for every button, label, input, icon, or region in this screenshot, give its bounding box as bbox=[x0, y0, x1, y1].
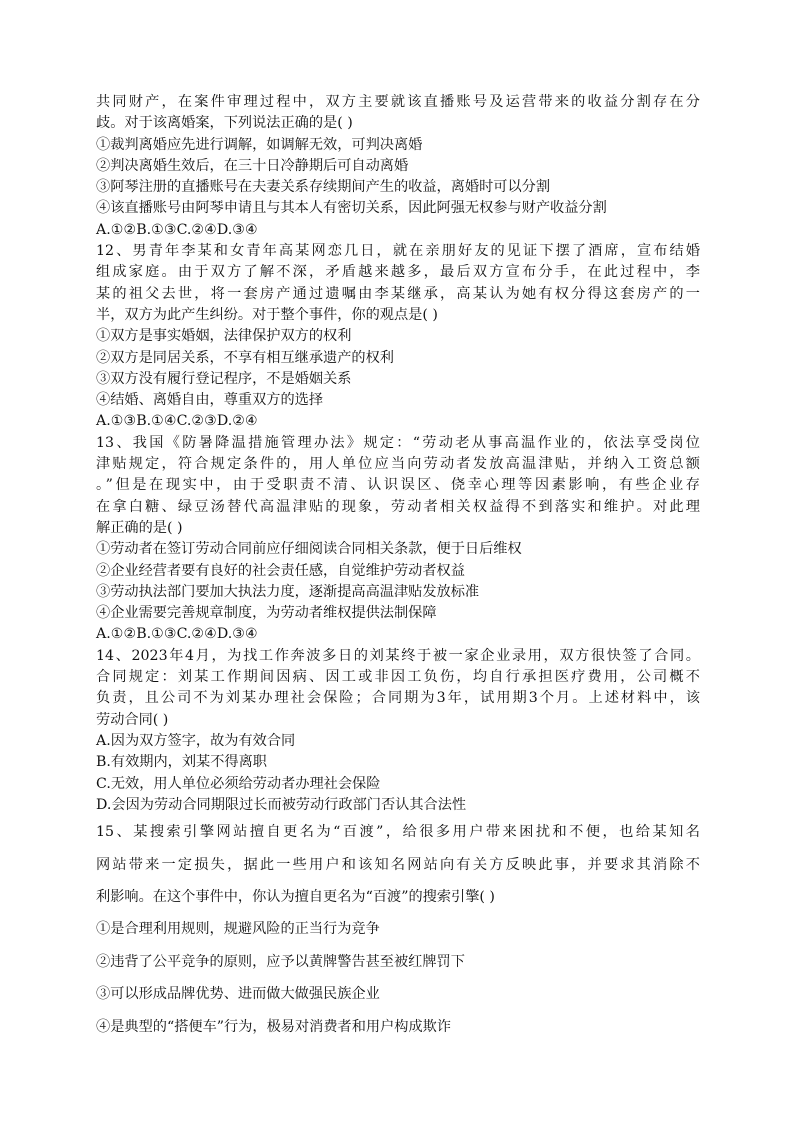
question-stem-line: 在拿白糖、绿豆汤替代高温津贴的现象，劳动者相关权益得不到落实和维护。对此理 bbox=[96, 498, 700, 515]
option-item: ②企业经营者要有良好的社会责任感，自觉维护劳动者权益 bbox=[96, 562, 465, 579]
option-item: ②双方是同居关系，不享有相互继承遗产的权利 bbox=[96, 349, 394, 366]
option-item: ③双方没有履行登记程序，不是婚姻关系 bbox=[96, 370, 352, 387]
question-stem-line: 半，双方为此产生纠纷。对于整个事件，你的观点是( ) bbox=[96, 306, 438, 323]
question-stem-line: 共同财产，在案件审理过程中，双方主要就该直播账号及运营带来的收益分割存在分 bbox=[96, 94, 700, 110]
option-item: ④该直播账号由阿琴申请且与其本人有密切关系，因此阿强无权参与财产收益分割 bbox=[96, 200, 607, 217]
option-item: ①裁判离婚应先进行调解，如调解无效，可判决离婚 bbox=[96, 136, 423, 153]
exam-page bbox=[96, 92, 700, 1043]
question-stem-line: 劳动合同( ) bbox=[96, 711, 169, 728]
option-item: ③劳动执法部门要加大执法力度，逐渐提高高温津贴发放标准 bbox=[96, 583, 480, 600]
question-stem-line: 组成家庭。由于双方了解不深，矛盾越来越多，最后双方宣布分手，在此过程中，李 bbox=[96, 264, 700, 281]
answer-choices: A.①②B.①③C.②④D.③④ bbox=[96, 221, 258, 238]
question-11 bbox=[96, 92, 700, 241]
option-item: C.无效，用人单位必须给劳动者办理社会保险 bbox=[96, 775, 381, 792]
option-item: ④企业需要完善规章制度，为劳动者维权提供法制保障 bbox=[96, 605, 437, 622]
question-stem-line: 。”但是在现实中，由于受职责不清、认识误区、侥幸心理等因素影响，有些企业存 bbox=[96, 477, 700, 494]
option-item: ③阿琴注册的直播账号在夫妻关系存续期间产生的收益，离婚时可以分割 bbox=[96, 179, 551, 196]
question-13 bbox=[96, 433, 700, 646]
question-stem-line: 合同规定：刘某工作期间因病、因工或非因工负伤，均自行承担医疗费用，公司概不 bbox=[96, 669, 700, 686]
answer-choices: A.①③B.①④C.②③D.②④ bbox=[96, 413, 258, 430]
question-stem-line: 解正确的是( ) bbox=[96, 519, 183, 536]
question-stem-line: 网站带来一定损失，据此一些用户和该知名网站向有关方反映此事，并要求其消除不 bbox=[96, 856, 700, 873]
option-item: ③可以形成品牌优势、进而做大做强民族企业 bbox=[96, 986, 380, 1003]
option-item: D.会因为劳动合同期限过长而被劳动行政部门否认其合法性 bbox=[96, 796, 467, 813]
question-stem-line: 津贴规定，符合规定条件的，用人单位应当向劳动者发放高温津贴，并纳入工资总额 bbox=[96, 456, 700, 473]
question-stem-line: 某的祖父去世，将一套房产通过遗嘱由李某继承，高某认为她有权分得这套房产的一 bbox=[96, 285, 700, 302]
question-stem-line: 13、我国《防暑降温措施管理办法》规定：“劳动老从事高温作业的，依法享受岗位 bbox=[96, 434, 700, 451]
option-item: ①是合理利用规则，规避风险的正当行为竞争 bbox=[96, 921, 380, 938]
question-stem-line: 12、男青年李某和女青年高某网恋几日，就在亲朋好友的见证下摆了酒席，宣布结婚 bbox=[96, 243, 700, 260]
question-stem-line: 15、某搜索引擎网站擅自更名为“百渡”，给很多用户带来困扰和不便，也给某知名 bbox=[96, 824, 700, 841]
question-stem-line: 14、2023年4月，为找工作奔波多日的刘某终于被一家企业录用，双方很快签了合同。 bbox=[96, 647, 700, 664]
question-stem-line: 负责，且公司不为刘某办理社会保险；合同期为3年，试用期3个月。上述材料中，该 bbox=[96, 690, 700, 707]
option-item: ②判决离婚生效后，在三十日冷静期后可自动离婚 bbox=[96, 157, 409, 174]
option-item: A.因为双方签字，故为有效合同 bbox=[96, 732, 296, 749]
answer-choices: A.①②B.①③C.②④D.③④ bbox=[96, 626, 258, 643]
option-item: B.有效期内，刘某不得离职 bbox=[96, 754, 267, 771]
option-item: ②违背了公平竞争的原则，应予以黄牌警告甚至被红牌罚下 bbox=[96, 953, 465, 970]
question-stem-line: 利影响。在这个事件中，你认为擅自更名为“百渡”的搜索引擎( ) bbox=[96, 888, 495, 905]
option-item: ①双方是事实婚姻，法律保护双方的权利 bbox=[96, 328, 352, 345]
question-14 bbox=[96, 646, 700, 816]
question-15 bbox=[96, 816, 700, 1043]
option-item: ④结婚、离婚自由，尊重双方的选择 bbox=[96, 392, 324, 409]
question-stem-line: 歧。对于该离婚案，下列说法正确的是( ) bbox=[96, 115, 353, 132]
option-item: ①劳动者在签订劳动合同前应仔细阅读合同相关条款，便于日后维权 bbox=[96, 541, 522, 558]
question-12 bbox=[96, 241, 700, 433]
option-item: ④是典型的“搭便车”行为，极易对消费者和用户构成欺诈 bbox=[96, 1018, 452, 1035]
